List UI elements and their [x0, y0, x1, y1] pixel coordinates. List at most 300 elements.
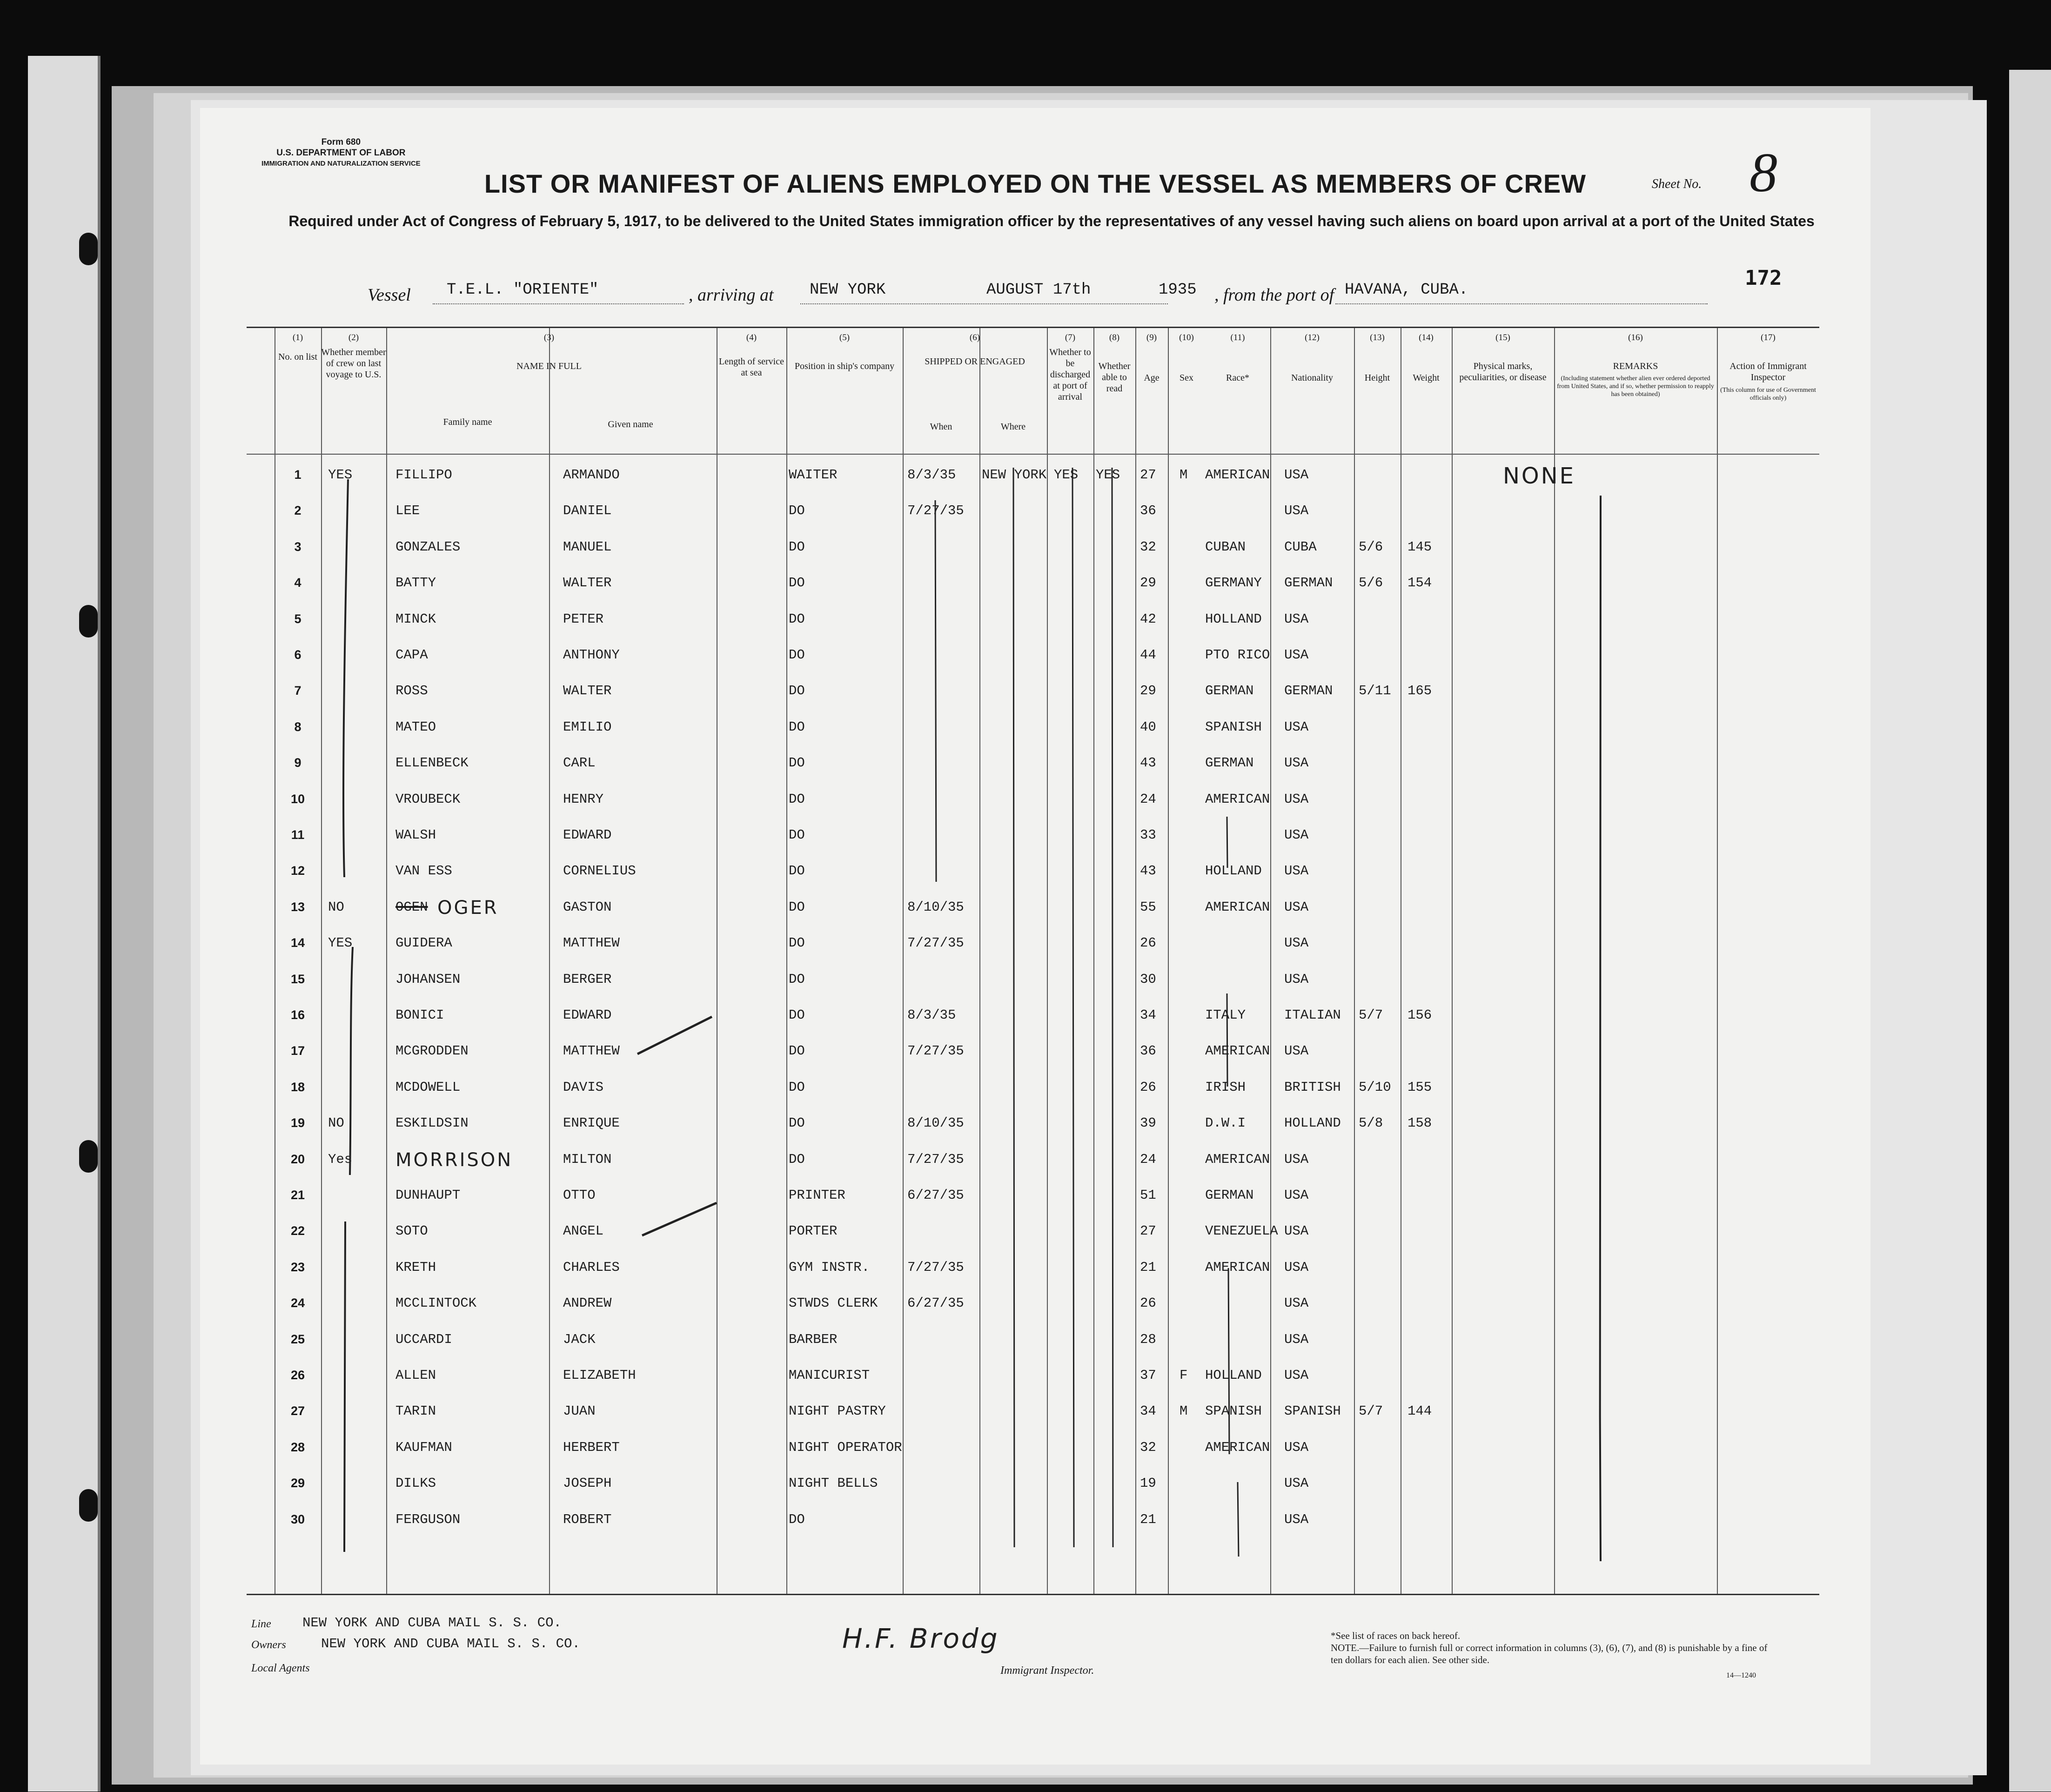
given-name-cell: ANGEL — [563, 1223, 604, 1239]
last-voyage-cell: Yes — [328, 1151, 353, 1167]
family-name-cell: WALSH — [395, 827, 436, 843]
weight-cell: 145 — [1408, 539, 1432, 555]
family-name-cell: KAUFMAN — [395, 1439, 452, 1455]
nationality-cell: USA — [1284, 1043, 1309, 1059]
shipped-when-cell: 7/27/35 — [907, 935, 964, 951]
age-cell: 40 — [1140, 719, 1156, 735]
given-name-cell: ENRIQUE — [563, 1115, 620, 1131]
given-name-cell: EMILIO — [563, 719, 612, 735]
given-name-cell: ANDREW — [563, 1295, 612, 1311]
race-cell: GERMAN — [1205, 755, 1254, 771]
nationality-cell: ITALIAN — [1284, 1007, 1341, 1023]
family-name-cell: ROSS — [395, 683, 428, 699]
family-name-cell: VROUBECK — [395, 791, 461, 807]
age-cell: 27 — [1140, 1223, 1156, 1239]
column-header: Whether member of crew on last voyage to U.S. — [321, 347, 386, 380]
crew-manifest-table — [247, 327, 1819, 1595]
column-header: Race* — [1226, 373, 1249, 383]
race-cell: HOLLAND — [1205, 611, 1262, 627]
inspector-signature: H.F. Brodg — [842, 1623, 999, 1654]
given-name-cell: CARL — [563, 755, 596, 771]
nationality-cell: HOLLAND — [1284, 1115, 1341, 1131]
nationality-cell: USA — [1284, 1511, 1309, 1527]
weight-cell: 158 — [1408, 1115, 1432, 1131]
age-cell: 19 — [1140, 1476, 1156, 1491]
position-cell: GYM INSTR. — [789, 1259, 870, 1275]
row-number: 7 — [294, 684, 302, 698]
family-name-cell: OGER — [437, 897, 499, 919]
family-name-cell: JOHANSEN — [395, 971, 461, 987]
age-cell: 34 — [1140, 1403, 1156, 1419]
column-header: Action of Immigrant Inspector — [1729, 361, 1807, 383]
height-cell: 5/6 — [1359, 575, 1383, 591]
given-name-cell: JUAN — [563, 1403, 596, 1419]
race-cell: D.W.I — [1205, 1115, 1246, 1131]
row-number: 28 — [290, 1440, 305, 1454]
sex-cell: F — [1180, 1368, 1188, 1383]
column-number: (17) — [1761, 333, 1776, 342]
shipped-when-cell: 7/27/35 — [907, 1151, 964, 1167]
position-cell: DO — [789, 971, 805, 987]
position-cell: DO — [789, 899, 805, 915]
penalty-note: NOTE.—Failure to furnish full or correct information in columns (3), (6), (7), and (8) is punishable by a fine of ten dollars for each alien. See other side. — [1331, 1642, 1768, 1665]
given-name-cell: MANUEL — [563, 539, 612, 555]
position-cell: BARBER — [789, 1331, 838, 1347]
column-header: Height — [1364, 373, 1390, 383]
given-name-cell: WALTER — [563, 575, 612, 591]
position-cell: DO — [789, 1151, 805, 1167]
print-code: 14—1240 — [1726, 1671, 1756, 1679]
binder-hole — [79, 1489, 98, 1522]
shipped-where-cell: NEW YORK — [982, 467, 1047, 483]
last-voyage-cell: NO — [328, 899, 344, 915]
given-name-cell: WALTER — [563, 683, 612, 699]
nationality-cell: USA — [1284, 1368, 1309, 1383]
family-name-cell: FILLIPO — [395, 467, 452, 483]
family-name-cell: DILKS — [395, 1476, 436, 1491]
position-cell: DO — [789, 539, 805, 555]
row-number: 29 — [290, 1476, 305, 1490]
row-number: 21 — [290, 1188, 305, 1202]
family-name-cell: GONZALES — [395, 539, 461, 555]
arrival-year: 1935 — [1159, 281, 1197, 299]
column-number: (4) — [746, 333, 757, 342]
column-number: (9) — [1146, 333, 1157, 342]
last-voyage-cell: YES — [328, 467, 353, 483]
when-subheader: When — [930, 422, 952, 432]
row-number: 30 — [290, 1512, 305, 1526]
position-cell: NIGHT OPERATOR — [789, 1439, 902, 1455]
vessel-label: Vessel — [368, 285, 411, 305]
shipped-when-cell: 6/27/35 — [907, 1188, 964, 1203]
age-cell: 33 — [1140, 827, 1156, 843]
family-name-cell: CAPA — [395, 647, 428, 663]
height-cell: 5/7 — [1359, 1007, 1383, 1023]
age-cell: 30 — [1140, 971, 1156, 987]
column-header: Sex — [1180, 373, 1193, 383]
age-cell: 27 — [1140, 467, 1156, 483]
given-name-cell: ELIZABETH — [563, 1368, 636, 1383]
family-name-subheader: Family name — [443, 417, 492, 427]
inspector-note: (This column for use of Government officials only) — [1720, 387, 1816, 402]
age-cell: 26 — [1140, 1079, 1156, 1095]
family-name-cell: SOTO — [395, 1223, 428, 1239]
position-cell: DO — [789, 683, 805, 699]
vessel-name: T.E.L. "ORIENTE" — [447, 281, 599, 299]
age-cell: 21 — [1140, 1259, 1156, 1275]
given-name-cell: ROBERT — [563, 1511, 612, 1527]
position-cell: MANICURIST — [789, 1368, 870, 1383]
stamped-page-number: 172 — [1745, 266, 1782, 290]
race-cell: IRISH — [1205, 1079, 1246, 1095]
nationality-cell: USA — [1284, 1259, 1309, 1275]
column-header: Age — [1144, 373, 1160, 383]
family-name-cell: ALLEN — [395, 1368, 436, 1383]
position-cell: DO — [789, 791, 805, 807]
position-cell: DO — [789, 611, 805, 627]
height-cell: 5/6 — [1359, 539, 1383, 555]
nationality-cell: USA — [1284, 467, 1309, 483]
row-number: 11 — [291, 828, 305, 842]
race-cell: GERMAN — [1205, 683, 1254, 699]
position-cell: NIGHT BELLS — [789, 1476, 878, 1491]
discharged-cell: YES — [1054, 467, 1079, 483]
family-name-cell: UCCARDI — [395, 1331, 452, 1347]
row-number: 1 — [294, 468, 302, 482]
age-cell: 44 — [1140, 647, 1156, 663]
position-cell: WAITER — [789, 467, 838, 483]
weight-cell: 156 — [1408, 1007, 1432, 1023]
family-name-cell: MORRISON — [395, 1149, 513, 1171]
family-name-cell: LEE — [395, 503, 420, 519]
row-number: 23 — [290, 1260, 305, 1274]
nationality-cell: USA — [1284, 1151, 1309, 1167]
arriving-port: NEW YORK — [810, 281, 886, 299]
position-cell: DO — [789, 575, 805, 591]
column-number: (16) — [1628, 333, 1643, 342]
page-subtitle: Required under Act of Congress of February 5, 1917, to be delivered to the United States immigration officer by the representatives of any vessel having such aliens on board upon arrival at a port of the United States — [288, 213, 1815, 229]
shipped-when-cell: 7/27/35 — [907, 503, 964, 519]
row-number: 6 — [294, 648, 302, 662]
column-number: (5) — [839, 333, 850, 342]
age-cell: 37 — [1140, 1368, 1156, 1383]
row-number: 4 — [294, 576, 302, 590]
nationality-cell: USA — [1284, 863, 1309, 879]
position-cell: PRINTER — [789, 1188, 845, 1203]
age-cell: 43 — [1140, 863, 1156, 879]
column-header: REMARKS — [1613, 361, 1658, 371]
family-name-cell: ESKILDSIN — [395, 1115, 469, 1131]
where-subheader: Where — [1000, 422, 1026, 432]
column-header: Whether to be discharged at port of arrival — [1049, 347, 1091, 402]
page-title: LIST OR MANIFEST OF ALIENS EMPLOYED ON THE VESSEL AS MEMBERS OF CREW — [484, 169, 1587, 198]
column-number: (3) — [543, 333, 555, 342]
nationality-cell: USA — [1284, 827, 1309, 843]
inspector-label: Immigrant Inspector. — [1000, 1664, 1094, 1677]
nationality-cell: USA — [1284, 935, 1309, 951]
shipped-when-cell: 7/27/35 — [907, 1259, 964, 1275]
position-cell: NIGHT PASTRY — [789, 1403, 886, 1419]
given-name-cell: OTTO — [563, 1188, 596, 1203]
position-cell: DO — [789, 503, 805, 519]
position-cell: DO — [789, 647, 805, 663]
column-number: (13) — [1370, 333, 1385, 342]
family-name-cell: GUIDERA — [395, 935, 452, 951]
shipped-when-cell: 8/10/35 — [907, 1115, 964, 1131]
given-name-cell: BERGER — [563, 971, 612, 987]
race-cell: AMERICAN — [1205, 899, 1270, 915]
nationality-cell: USA — [1284, 611, 1309, 627]
races-note: *See list of races on back hereof. — [1331, 1630, 1461, 1641]
column-number: (12) — [1305, 333, 1320, 342]
column-number: (6) — [969, 333, 980, 342]
from-port: HAVANA, CUBA. — [1345, 281, 1468, 299]
family-name-cell: DUNHAUPT — [395, 1188, 461, 1203]
nationality-cell: USA — [1284, 971, 1309, 987]
row-number: 14 — [290, 936, 305, 950]
shipped-when-cell: 8/3/35 — [907, 1007, 956, 1023]
position-cell: DO — [789, 1043, 805, 1059]
footer-notes — [1331, 1630, 1773, 1666]
given-name-cell: HENRY — [563, 791, 604, 807]
race-cell: PTO RICO — [1205, 647, 1270, 663]
nationality-cell: SPANISH — [1284, 1403, 1341, 1419]
height-cell: 5/7 — [1359, 1403, 1383, 1419]
position-cell: DO — [789, 827, 805, 843]
family-name-cell: BATTY — [395, 575, 436, 591]
row-number: 25 — [290, 1332, 305, 1346]
row-number: 3 — [294, 539, 302, 554]
given-name-cell: DAVIS — [563, 1079, 604, 1095]
row-number: 27 — [290, 1404, 305, 1418]
form-identifier — [261, 137, 421, 169]
dotted-rule — [433, 303, 684, 304]
nationality-cell: USA — [1284, 1188, 1309, 1203]
shipped-when-cell: 7/27/35 — [907, 1043, 964, 1059]
age-cell: 26 — [1140, 935, 1156, 951]
nationality-cell: BRITISH — [1284, 1079, 1341, 1095]
position-cell: DO — [789, 863, 805, 879]
given-name-cell: EDWARD — [563, 827, 612, 843]
column-number: (8) — [1109, 333, 1120, 342]
row-number: 16 — [290, 1008, 305, 1022]
age-cell: 42 — [1140, 611, 1156, 627]
sex-cell: M — [1180, 1403, 1188, 1419]
given-name-cell: ARMANDO — [563, 467, 620, 483]
position-cell: PORTER — [789, 1223, 838, 1239]
column-header: Weight — [1413, 373, 1440, 383]
column-number: (10) — [1179, 333, 1194, 342]
nationality-cell: USA — [1284, 647, 1309, 663]
given-name-cell: DANIEL — [563, 503, 612, 519]
race-cell: ITALY — [1205, 1007, 1246, 1023]
nationality-cell: CUBA — [1284, 539, 1317, 555]
race-cell: VENEZUELA — [1205, 1223, 1278, 1239]
row-number: 22 — [290, 1224, 305, 1238]
nationality-cell: USA — [1284, 1476, 1309, 1491]
age-cell: 21 — [1140, 1511, 1156, 1527]
height-cell: 5/11 — [1359, 683, 1391, 699]
shipped-when-cell: 6/27/35 — [907, 1295, 964, 1311]
row-number: 15 — [290, 972, 305, 986]
age-cell: 24 — [1140, 791, 1156, 807]
position-cell: DO — [789, 719, 805, 735]
from-port-label: , from the port of — [1214, 285, 1334, 305]
age-cell: 26 — [1140, 1295, 1156, 1311]
column-header: No. on list — [278, 352, 317, 362]
weight-cell: 144 — [1408, 1403, 1432, 1419]
age-cell: 55 — [1140, 899, 1156, 915]
row-number: 18 — [290, 1080, 305, 1094]
nationality-cell: USA — [1284, 719, 1309, 735]
last-voyage-cell: NO — [328, 1115, 344, 1131]
dotted-rule — [1335, 303, 1708, 304]
family-name-cell: ELLENBECK — [395, 755, 469, 771]
race-cell: SPANISH — [1205, 1403, 1262, 1419]
row-number: 2 — [294, 503, 302, 518]
given-name-cell: CORNELIUS — [563, 863, 636, 879]
column-header: SHIPPED OR ENGAGED — [925, 356, 1025, 367]
column-header: Nationality — [1291, 373, 1333, 383]
sheet-number: 8 — [1749, 141, 1777, 203]
age-cell: 29 — [1140, 575, 1156, 591]
age-cell: 51 — [1140, 1188, 1156, 1203]
form-number: Form 680 — [321, 137, 361, 147]
nationality-cell: USA — [1284, 1439, 1309, 1455]
given-name-cell: EDWARD — [563, 1007, 612, 1023]
given-name-subheader: Given name — [608, 419, 653, 430]
column-header: Length of service at sea — [719, 356, 784, 378]
family-name-cell: MINCK — [395, 611, 436, 627]
row-number: 10 — [290, 792, 305, 806]
family-name-cell: VAN ESS — [395, 863, 452, 879]
column-number: (2) — [348, 333, 359, 342]
sex-cell: M — [1180, 467, 1188, 483]
given-name-cell: PETER — [563, 611, 604, 627]
race-cell: AMERICAN — [1205, 791, 1270, 807]
position-cell: DO — [789, 1511, 805, 1527]
physical-marks-cell: NONE — [1503, 463, 1575, 489]
given-name-cell: MILTON — [563, 1151, 612, 1167]
race-cell: AMERICAN — [1205, 467, 1270, 483]
weight-cell: 165 — [1408, 683, 1432, 699]
race-cell: GERMANY — [1205, 575, 1262, 591]
given-name-cell: JACK — [563, 1331, 596, 1347]
given-name-cell: GASTON — [563, 899, 612, 915]
column-number: (14) — [1419, 333, 1434, 342]
arriving-label: , arriving at — [689, 285, 774, 305]
given-name-cell: ANTHONY — [563, 647, 620, 663]
sheet-number-label: Sheet No. — [1652, 177, 1702, 191]
weight-cell: 155 — [1408, 1079, 1432, 1095]
age-cell: 39 — [1140, 1115, 1156, 1131]
nationality-cell: GERMAN — [1284, 683, 1333, 699]
owners-value: NEW YORK AND CUBA MAIL S. S. CO. — [321, 1636, 580, 1651]
column-header: Position in ship's company — [794, 361, 895, 371]
line-value: NEW YORK AND CUBA MAIL S. S. CO. — [302, 1615, 562, 1631]
row-number: 19 — [290, 1116, 305, 1130]
family-name-cell: MATEO — [395, 719, 436, 735]
age-cell: 29 — [1140, 683, 1156, 699]
given-name-cell: MATTHEW — [563, 1043, 620, 1059]
given-name-cell: JOSEPH — [563, 1476, 612, 1491]
binder-hole — [79, 605, 98, 638]
binder-hole — [79, 1140, 98, 1173]
local-agents-label: Local Agents — [251, 1662, 310, 1674]
age-cell: 43 — [1140, 755, 1156, 771]
row-number: 24 — [290, 1296, 305, 1310]
family-name-cell: MCCLINTOCK — [395, 1295, 477, 1311]
adjacent-page-edge — [2009, 70, 2051, 1792]
column-header: Whether able to read — [1098, 361, 1131, 394]
column-number: (1) — [292, 333, 303, 342]
age-cell: 36 — [1140, 503, 1156, 519]
race-cell: CUBAN — [1205, 539, 1246, 555]
age-cell: 32 — [1140, 1439, 1156, 1455]
age-cell: 36 — [1140, 1043, 1156, 1059]
given-name-cell: CHARLES — [563, 1259, 620, 1275]
nationality-cell: USA — [1284, 1295, 1309, 1311]
position-cell: DO — [789, 1079, 805, 1095]
handwritten-marks — [247, 328, 1819, 1594]
form-department: U.S. DEPARTMENT OF LABOR — [276, 148, 406, 158]
age-cell: 32 — [1140, 539, 1156, 555]
family-name-cell: MCDOWELL — [395, 1079, 461, 1095]
shipped-when-cell: 8/10/35 — [907, 899, 964, 915]
age-cell: 28 — [1140, 1331, 1156, 1347]
shipped-when-cell: 8/3/35 — [907, 467, 956, 483]
nationality-cell: USA — [1284, 755, 1309, 771]
nationality-cell: USA — [1284, 503, 1309, 519]
position-cell: DO — [789, 935, 805, 951]
race-cell: AMERICAN — [1205, 1043, 1270, 1059]
height-cell: 5/10 — [1359, 1079, 1391, 1095]
given-name-cell: MATTHEW — [563, 935, 620, 951]
nationality-cell: USA — [1284, 1223, 1309, 1239]
nationality-cell: GERMAN — [1284, 575, 1333, 591]
able-to-read-cell: YES — [1096, 467, 1120, 483]
nationality-cell: USA — [1284, 791, 1309, 807]
row-number: 8 — [294, 719, 302, 734]
race-cell: AMERICAN — [1205, 1439, 1270, 1455]
column-number: (15) — [1495, 333, 1510, 342]
row-number: 12 — [290, 864, 305, 878]
dotted-rule — [800, 303, 1168, 304]
nationality-cell: USA — [1284, 1331, 1309, 1347]
nationality-cell: USA — [1284, 899, 1309, 915]
position-cell: STWDS CLERK — [789, 1295, 878, 1311]
race-cell: AMERICAN — [1205, 1151, 1270, 1167]
row-number: 13 — [290, 899, 305, 914]
position-cell: DO — [789, 1007, 805, 1023]
column-header: NAME IN FULL — [516, 361, 582, 371]
last-voyage-cell: YES — [328, 935, 353, 951]
age-cell: 34 — [1140, 1007, 1156, 1023]
family-name-cell: BONICI — [395, 1007, 444, 1023]
form-service: IMMIGRATION AND NATURALIZATION SERVICE — [261, 160, 421, 168]
race-cell: AMERICAN — [1205, 1259, 1270, 1275]
family-name-cell: KRETH — [395, 1259, 436, 1275]
given-name-cell: HERBERT — [563, 1439, 620, 1455]
family-name-cell: TARIN — [395, 1403, 436, 1419]
family-name-cell: MCGRODDEN — [395, 1043, 469, 1059]
race-cell: GERMAN — [1205, 1188, 1254, 1203]
height-cell: 5/8 — [1359, 1115, 1383, 1131]
remarks-note: (Including statement whether alien ever ordered deported from United States, and if so, whether permission to reapply has been obtained) — [1557, 375, 1714, 398]
column-number: (7) — [1065, 333, 1076, 342]
race-cell: HOLLAND — [1205, 1368, 1262, 1383]
binder-hole — [79, 233, 98, 265]
